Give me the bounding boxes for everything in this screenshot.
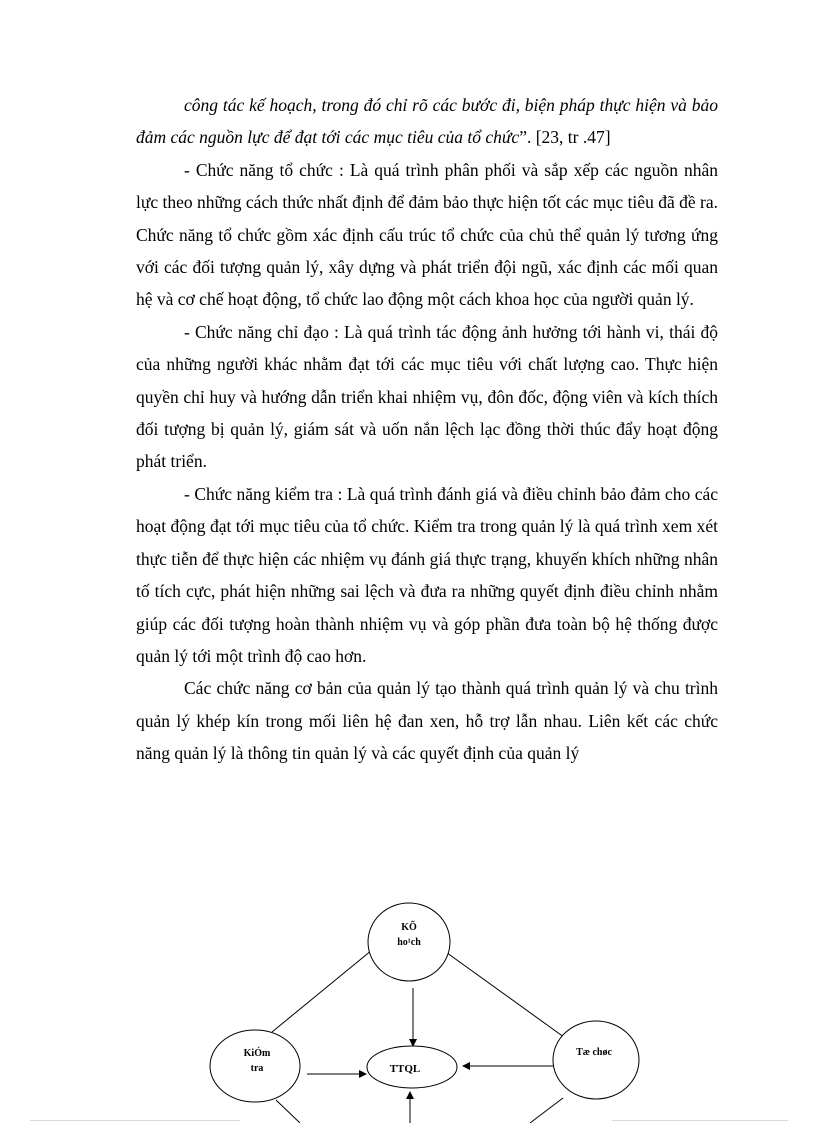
node-center-label: TTQL — [389, 1063, 421, 1075]
node-plan-label-2: ho¹ch — [397, 937, 421, 948]
edge-plan-check — [272, 950, 372, 1032]
node-check-label-1: KiÓm — [243, 1048, 271, 1059]
edge-check-bottom — [276, 1100, 300, 1123]
node-check — [210, 1030, 300, 1102]
edge-organize-bottom — [530, 1098, 563, 1123]
paragraph-controlling-function: - Chức năng kiểm tra : Là quá trình đánh giá và điều chỉnh bảo đảm cho các hoạt động đạt tới mục tiêu của tổ chức. Kiểm tra trong quản lý là quá trình xem xét thực tiễn để thực hiện các nhiệm vụ đánh giá thực trạng, khuyến khích những nhân tố tích cực, phát hiện những sai lệch và đưa ra những quyết định điều chỉnh nhằm giúp các đối tượng hoàn thành nhiệm vụ và góp phần đưa toàn bộ hệ thống được quản lý tới một trình độ cao hơn. — [136, 483, 718, 666]
quote-italic-text: công tác kế hoạch, trong đó chỉ rõ các bước đi, biện pháp thực hiện và bảo đảm các nguồn lực để đạt tới các mục tiêu của tổ chức — [136, 95, 718, 148]
paragraph-organizing-function: - Chức năng tổ chức : Là quá trình phân phối và sắp xếp các nguồn nhân lực theo những cách thức nhất định để đảm bảo thực hiện tốt các mục tiêu đã đề ra. Chức năng tổ chức gồm xác định cấu trúc tổ chức của chủ thể quản lý tương ứng với các đối tượng quản lý, xây dựng và phát triển đội ngũ, xác định các mối quan hệ và cơ chế hoạt động, tổ chức lao động một cách khoa học của người quản lý. — [136, 159, 718, 310]
footer-rule-right — [612, 1120, 788, 1121]
management-cycle-diagram — [200, 900, 650, 1123]
node-plan — [368, 903, 450, 981]
node-organize — [553, 1021, 639, 1099]
edge-plan-organize — [443, 950, 568, 1040]
node-check-label-2: tra — [250, 1063, 264, 1074]
paragraph-directing-function: - Chức năng chỉ đạo : Là quá trình tác động ảnh hưởng tới hành vi, thái độ của những người khác nhằm đạt tới các mục tiêu với chất lượng cao. Thực hiện quyền chỉ huy và hướng dẫn triển khai nhiệm vụ, đôn đốc, động viên và kích thích đối tượng bị quản lý, giám sát và uốn nắn lệch lạc đồng thời thúc đẩy hoạt động phát triển. — [136, 321, 718, 472]
paragraph-quote-end — [136, 89, 718, 154]
paragraph-management-cycle: Các chức năng cơ bản của quản lý tạo thành quá trình quản lý và chu trình quản lý khép kín trong mối liên hệ đan xen, hỗ trợ lẫn nhau. Liên kết các chức năng quản lý là thông tin quản lý và các quyết định của quản lý — [136, 678, 718, 764]
citation-text: ”. [23, tr .47] — [519, 127, 611, 148]
node-center — [367, 1046, 457, 1088]
node-organize-label: Tæ chøc — [576, 1047, 612, 1058]
footer-rule-left — [30, 1120, 240, 1121]
node-plan-label-1: KÕ — [401, 922, 417, 933]
body-text — [136, 89, 718, 770]
